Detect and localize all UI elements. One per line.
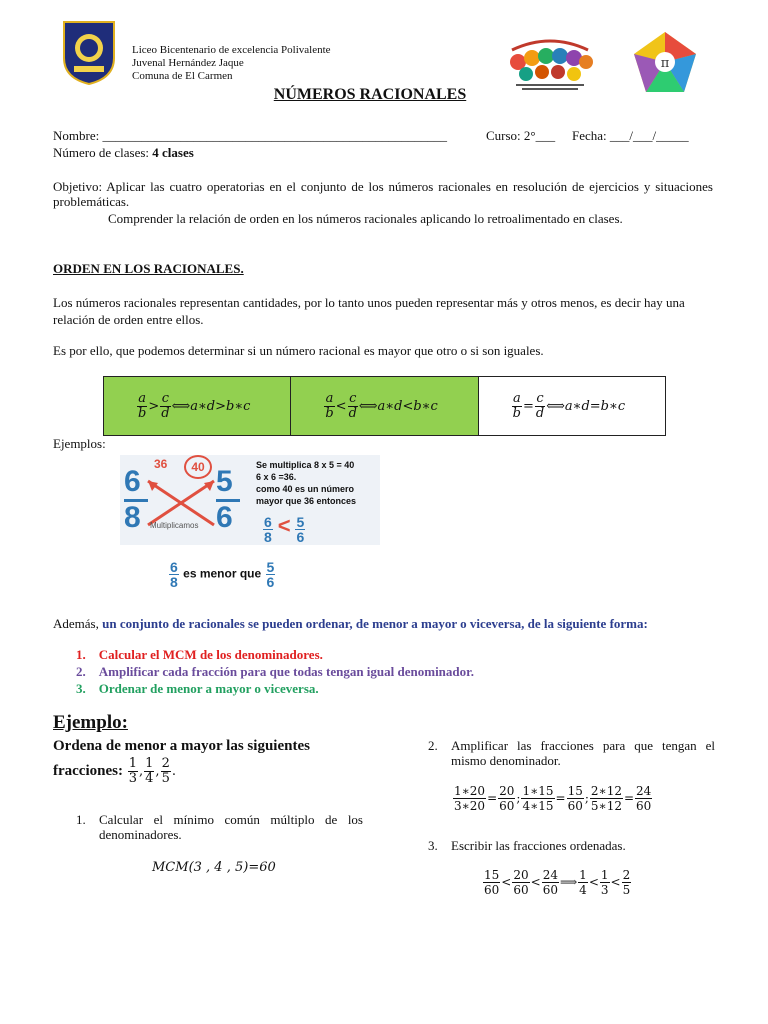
page-title: NÚMEROS RACIONALES <box>273 86 467 103</box>
classes-value: 4 clases <box>152 145 194 160</box>
example-num1: 6 <box>124 465 141 498</box>
rule-greater: $\frac{a}{b}$ > $\frac{c}{d}$ ⟺a∗d>b∗c <box>104 377 291 436</box>
integration-program-logo <box>504 30 596 94</box>
rule-less: $\frac{a}{b}$ < $\frac{c}{d}$ ⟺a∗d<b∗c <box>291 377 478 436</box>
subject-pentagon-logo <box>632 30 698 94</box>
step-2: 2. Amplificar cada fracción para que todas tengan igual denominador. <box>76 664 474 679</box>
example-task-fractions: fracciones: $\frac{1}{3}$ , $\frac{1}{4}$ , $\frac{2}{5}$ . <box>53 756 176 786</box>
example-task: Ordena de menor a mayor las siguientes <box>53 738 310 754</box>
cross-product-2: 40 <box>184 455 212 479</box>
example-step2-number: 2. <box>428 738 438 753</box>
school-commune: Comuna de El Carmen <box>132 70 233 82</box>
example-heading: Ejemplo: <box>53 712 128 733</box>
example-den2: 6 <box>216 501 233 534</box>
cross-multiplication-example <box>120 455 380 545</box>
example-step1: Calcular el mínimo común múltiplo de los denominadores. <box>99 812 363 842</box>
example-step3: Escribir las fracciones ordenadas. <box>451 838 626 853</box>
example-step2: Amplificar las fracciones para que tengan el mismo denominador. <box>451 738 715 768</box>
objective-text: Objetivo: Aplicar las cuatro operatorias en el conjunto de los números racionales en resolución de ejercicios y situaciones problemáticas. <box>53 179 713 209</box>
school-info <box>132 44 331 83</box>
classes-label: Número de clases: <box>53 145 150 160</box>
examples-label: Ejemplos: <box>53 436 106 451</box>
amplification-result: $\frac{1∗20}{3∗20}$ = $\frac{20}{60}$ ; $\frac{1∗15}{4∗15}$ = $\frac{15}{60}$ ; $\frac{2∗12}{5∗12}$ = $\frac{24}{60}$ <box>454 784 652 813</box>
school-logo <box>60 18 118 86</box>
example-conclusion: $\frac{6}{8}$ es menor que $\frac{5}{6}$ <box>170 559 275 590</box>
cross-product-1: 36 <box>154 457 168 471</box>
mcm-result: MCM(3 , 4 , 5)=60 <box>152 860 276 875</box>
intro-paragraph-2: Es por ello, que podemos determinar si un número racional es mayor que otro o si son iguales. <box>53 343 544 358</box>
school-subname: Juvenal Hernández Jaque <box>132 57 244 69</box>
course-field: Curso: 2°___ <box>486 128 556 143</box>
objective-text-2: Comprender la relación de orden en los números racionales aplicando lo retroalimentado en clases. <box>108 211 623 226</box>
classes-count <box>53 145 194 161</box>
svg-text:π: π <box>660 56 670 71</box>
step-1: 1. Calcular el MCM de los denominadores. <box>76 647 323 662</box>
multiply-label: Multiplicamos <box>150 521 199 530</box>
ordered-result: $\frac{15}{60}$ < $\frac{20}{60}$ < $\frac{24}{60}$ ⟹ $\frac{1}{4}$ < $\frac{1}{3}$ < $\frac{2}{5}$ <box>484 868 631 897</box>
example-num2: 5 <box>216 465 233 498</box>
example-step3-number: 3. <box>428 838 438 853</box>
order-rules-table <box>103 376 666 436</box>
step-3: 3. Ordenar de menor a mayor o viceversa. <box>76 681 319 696</box>
section-title: ORDEN EN LOS RACIONALES. <box>53 261 244 276</box>
example-result: $\frac{6}{8}$ < $\frac{5}{6}$ <box>264 513 305 545</box>
rule-equal: $\frac{a}{b}$ = $\frac{c}{d}$ ⟺a∗d=b∗c <box>478 377 665 436</box>
example-den1: 8 <box>124 501 141 534</box>
intro-paragraph: Los números racionales representan cantidades, por lo tanto unos pueden representar más y otros menos, es decir hay una relación de orden entre ellos. <box>53 295 685 327</box>
ordering-intro: Además, un conjunto de racionales se pueden ordenar, de menor a mayor o viceversa, de la siguiente forma: <box>53 616 648 631</box>
date-field: Fecha: ___/___/_____ <box>572 128 689 143</box>
example-step1-number: 1. <box>76 812 86 827</box>
example-explanation: Se multiplica 8 x 5 = 40 6 x 6 =36. como 40 es un número mayor que 36 entonces <box>256 460 357 506</box>
name-field: Nombre: _____________________________________________________ <box>53 128 447 143</box>
school-name: Liceo Bicentenario de excelencia Polivalente <box>132 44 331 56</box>
